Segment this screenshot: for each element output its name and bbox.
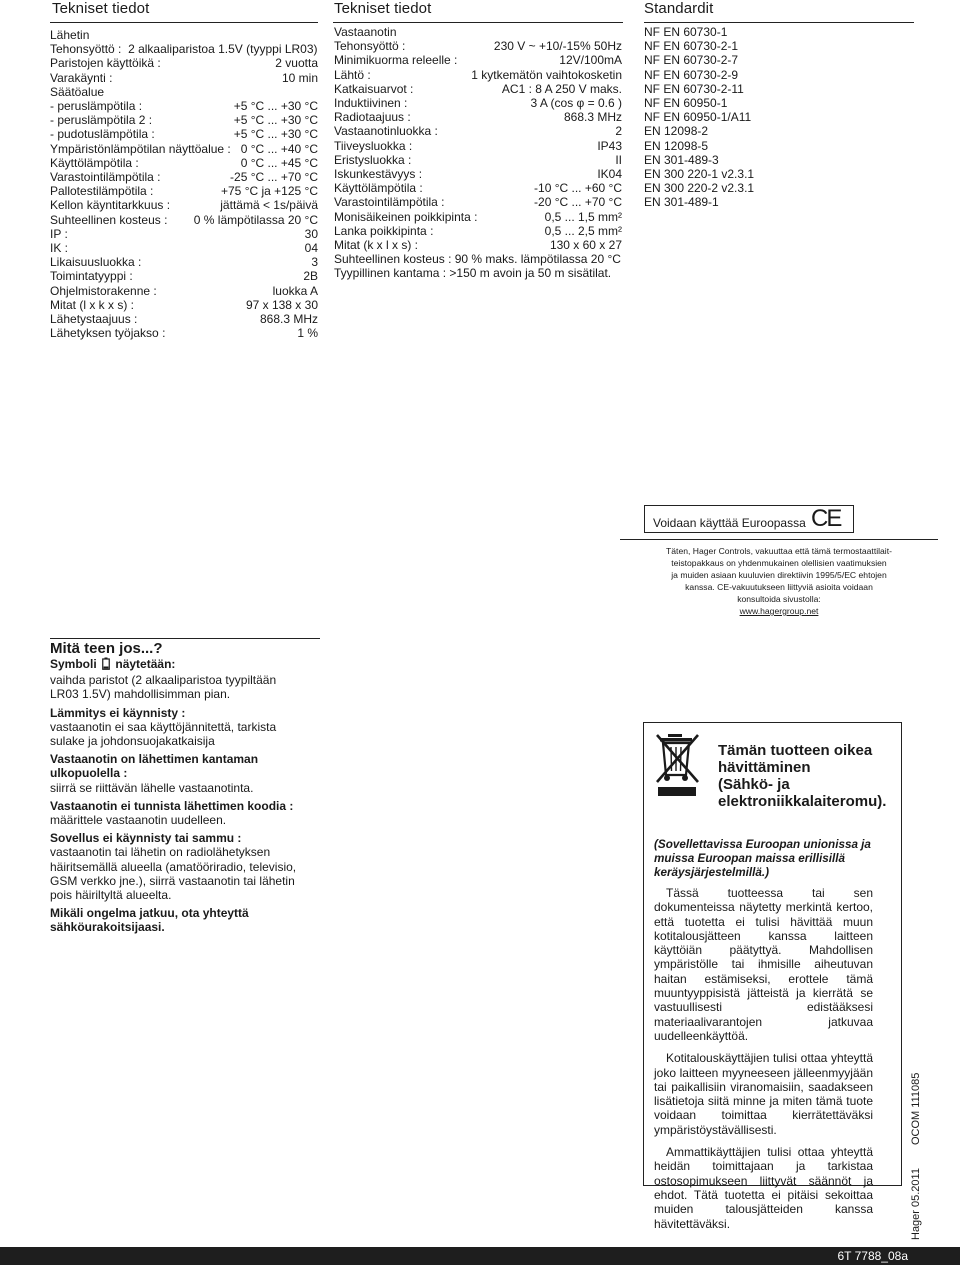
col1-spec-row: Paristojen käyttöikä : 2 vuotta xyxy=(50,56,318,71)
col1-spec-row: Ympäristönlämpötilan näyttöalue : 0 °C ... +40 °C xyxy=(50,141,318,156)
troubleshooting-title: Mitä teen jos...? xyxy=(50,640,163,657)
col1-spec-row: Varakäynti : 10 min xyxy=(50,70,318,85)
weee-box xyxy=(643,722,902,1231)
standard-item: NF EN 60730-2-7 xyxy=(644,53,739,68)
weee-title: Tämän tuotteen oikea hävittäminen (Sähkö- ja elektroniikkalaiteromu). xyxy=(718,742,887,810)
col1-spec-row: - pudotuslämpötila : +5 °C ... +30 °C xyxy=(50,127,318,142)
col1-spec-row: Pallotestilämpötila : +75 °C ja +125 °C xyxy=(50,184,318,199)
troubleshooting-item: Sovellus ei käynnisty tai sammu : vastaanotin tai lähetin on radiolähetyksen häiritsemällä alueella (amatööriradio, televisio, GSM verkko jne.), siirrä vastaanotin tai lähetin pois häiriltyltä alueelta. xyxy=(50,831,297,903)
col2-spec-list xyxy=(334,25,622,281)
col2-spec-row: Iskunkestävyys : IK04 xyxy=(334,167,622,182)
col2-spec-row: Lähtö : 1 kytkemätön vaihtokosketin xyxy=(334,67,622,82)
col2-spec-row: Varastointilämpötila : -20 °C ... +70 °C xyxy=(334,195,622,210)
col2-spec-row: Monisäikeinen poikkipinta : 0,5 ... 1,5 mm² xyxy=(334,209,622,224)
col1-spec-row: Lähetystaajuus : 868.3 MHz xyxy=(50,312,318,327)
document-code: OCOM 111085 xyxy=(910,1072,922,1145)
standard-item: NF EN 60950-1/A11 xyxy=(644,110,752,125)
col1-spec-row: Lähetyksen työjakso : 1 % xyxy=(50,326,318,341)
ce-label: Voidaan käyttää Euroopassa xyxy=(653,516,806,530)
mita-rule xyxy=(50,638,320,639)
weee-paragraph: Tässä tuotteessa tai sen dokumenteissa näytetty merkintä kertoo, että tuotetta ei tulisi hävittää muun kotitalousjätteen kanssa laitteen käyttöiän päätyttyä. Mahdollisen ympäristölle tai ihmisille aiheutuvan haitan estämiseksi, erottele tämä muuntyyppisistä jätteistä ja kierrätä se vastuullisesti edistääksesi materiaalivarantojen jatkuvaa uudelleenkäyttöä. xyxy=(654,886,873,1043)
footer-bar xyxy=(0,1247,960,1265)
col1-spec-row: Tehonsyöttö : 2 alkaaliparistoa 1.5V (tyyppi LR03) xyxy=(50,42,318,57)
col2-spec-row: Käyttölämpötila : -10 °C ... +60 °C xyxy=(334,181,622,196)
standard-item: NF EN 60730-2-1 xyxy=(644,39,739,54)
troubleshooting-item: Vastaanotin on lähettimen kantaman ulkopuolella : siirrä se riittävän lähelle vastaanotinta. xyxy=(50,752,259,795)
standard-item: NF EN 60950-1 xyxy=(644,96,728,111)
col1-spec-row: Suhteellinen kosteus : 0 % lämpötilassa 20 °C xyxy=(50,212,318,227)
standard-item: EN 301-489-3 xyxy=(644,152,719,167)
ce-label-box xyxy=(644,505,854,533)
weee-paragraph: Ammattikäyttäjien tulisi ottaa yhteyttä heidän toimittajaan ja tarkistaa ostosopimukseen liittyvät säännöt ja ehdot. Tätä tuotetta ei pitäisi sekoittaa muiden talousjätteiden kanssa hävitettäväksi. xyxy=(654,1145,873,1231)
col2-title: Tekniset tiedot xyxy=(334,0,432,17)
crossed-bin-icon xyxy=(654,731,706,806)
standard-item: NF EN 60730-2-9 xyxy=(644,67,739,82)
col2-spec-row: Minimikuorma releelle : 12V/100mA xyxy=(334,53,622,68)
col1-spec-row: IK : 04 xyxy=(50,241,318,256)
col2-spec-row: Katkaisuarvot : AC1 : 8 A 250 V maks. xyxy=(334,81,622,96)
col1-rule xyxy=(50,22,318,23)
col3-rule xyxy=(644,22,914,23)
standard-item: EN 300 220-1 v2.3.1 xyxy=(644,167,755,182)
ce-declaration: Täten, Hager Controls, vakuuttaa että tämä termostaattilait- teistopakkaus on yhdenmukainen olellisien vaatimuksien ja muiden asiaan kuuluvien direktiivin 1995/5/EC ehtojen kanssa. CE-vakuutukseen liittyviä asioita voidaan konsultoida sivustolla: www.hagergroup.net xyxy=(620,545,938,617)
troubleshooting-final: Mikäli ongelma jatkuu, ota yhteyttä sähköurakoitsijaasi. xyxy=(50,906,249,935)
standard-item: NF EN 60730-2-11 xyxy=(644,81,744,96)
col2-range-line: Tyypillinen kantama : >150 m avoin ja 50 m sisätilat. xyxy=(334,266,612,281)
col2-spec-row: Vastaanotinluokka : 2 xyxy=(334,124,622,139)
col1-spec-row: - peruslämpötila : +5 °C ... +30 °C xyxy=(50,99,318,114)
troubleshooting-item: Vastaanotin ei tunnista lähettimen koodia : määrittele vastaanotin uudelleen. xyxy=(50,798,294,828)
weee-text xyxy=(654,886,873,1231)
col1-spec-list xyxy=(50,28,318,340)
standard-item: EN 12098-2 xyxy=(644,124,709,139)
col1-spec-row: Varastointilämpötila : -25 °C ... +70 °C xyxy=(50,170,318,185)
col1-spec-row: Toimintatyyppi : 2B xyxy=(50,269,318,284)
col2-humidity-line: Suhteellinen kosteus : 90 % maks. lämpötilassa 20 °C xyxy=(334,252,621,267)
col1-spec-row: Säätöalue xyxy=(50,84,105,99)
col3-title: Standardit xyxy=(644,0,714,17)
col1-spec-row: Kellon käyntitarkkuus : jättämä < 1s/päivä xyxy=(50,198,318,213)
weee-paragraph: Kotitalouskäyttäjien tulisi ottaa yhteyttä joko laitteen myyneeseen jälleenmyyjään tai paikallisiin viranomaisiin, saadakseen lisätietoja siitä minne ja miten tämä tuote voidaan toimittaa kierrätettäväksi ympäristöystävällisesti. xyxy=(654,1051,873,1137)
troubleshooting-item: Lämmitys ei käynnisty : vastaanotin ei saa käyttöjännitettä, tarkista sulake ja johdonsuojakatkaisija xyxy=(50,705,277,749)
hager-website-link[interactable]: www.hagergroup.net xyxy=(739,606,819,616)
battery-low-icon xyxy=(102,657,110,673)
col2-section-title: Vastaanotin xyxy=(334,25,397,39)
col1-spec-row: - peruslämpötila 2 : +5 °C ... +30 °C xyxy=(50,113,318,128)
standard-item: EN 300 220-2 v2.3.1 xyxy=(644,181,755,196)
standard-item: EN 12098-5 xyxy=(644,138,709,153)
troubleshooting-section: Mitä teen jos...? Symboli näytetään: vaihda paristot (2 alkaaliparistoa tyypiltään LR03 1.5V) mahdollisimman pian. Lämmitys ei käynnisty : vastaanotin ei saa käyttöjännitettä, tarkista sulake ja johdonsuojakatkaisija Vastaanotin on lähettimen kantaman ulkopuolella : siirrä se riittävän lähelle vastaanotinta. Vastaanotin ei tunnista lähettimen koodia : määrittele vastaanotin uudelleen. Sovellus ei käynnisty tai sammu : vastaanotin tai lähetin on radiolähetyksen häiritsemällä alueella (amatööriradio, televisio, GSM verkko jne.), siirrä vastaanotin tai lähetin pois häiriltyltä alueelta. Mikäli ongelma jatkuu, ota yhteyttä sähköurakoitsijaasi. xyxy=(50,640,340,939)
battery-symbol-line: Symboli näytetään: xyxy=(50,657,340,673)
footer-code: 6T 7788_08a xyxy=(837,1249,908,1263)
standards-list xyxy=(644,25,914,210)
col1-section-title: Lähetin xyxy=(50,28,90,42)
col1-spec-row: Likaisuusluokka : 3 xyxy=(50,255,318,270)
col2-spec-row: Radiotaajuus : 868.3 MHz xyxy=(334,110,622,125)
col2-spec-row: Lanka poikkipinta : 0,5 ... 2,5 mm² xyxy=(334,223,622,238)
weee-scope-note: (Sovellettavissa Euroopan unionissa ja muissa Euroopan maissa erillisillä keräysjärjestelmillä.) xyxy=(654,838,871,880)
standard-item: NF EN 60730-1 xyxy=(644,25,728,39)
ce-mark: CE xyxy=(811,505,841,532)
hager-date: Hager 05.2011 xyxy=(910,1168,922,1240)
col1-spec-row: Ohjelmistorakenne : luokka A xyxy=(50,283,318,298)
ce-rule xyxy=(620,539,938,540)
col1-title: Tekniset tiedot xyxy=(52,0,150,17)
col2-rule xyxy=(333,22,623,23)
col1-spec-row: IP : 30 xyxy=(50,226,318,241)
col2-spec-row: Tiiveysluokka : IP43 xyxy=(334,138,622,153)
col2-spec-row: Tehonsyöttö : 230 V ~ +10/-15% 50Hz xyxy=(334,39,622,54)
col1-spec-row: Käyttölämpötila : 0 °C ... +45 °C xyxy=(50,155,318,170)
col1-spec-row: Mitat (l x k x s) : 97 x 138 x 30 xyxy=(50,297,318,312)
col2-spec-row: Mitat (k x l x s) : 130 x 60 x 27 xyxy=(334,238,622,253)
col2-spec-row: Induktiivinen : 3 A (cos φ = 0.6 ) xyxy=(334,96,622,111)
standard-item: EN 301-489-1 xyxy=(644,195,719,210)
col2-spec-row: Eristysluokka : II xyxy=(334,152,622,167)
